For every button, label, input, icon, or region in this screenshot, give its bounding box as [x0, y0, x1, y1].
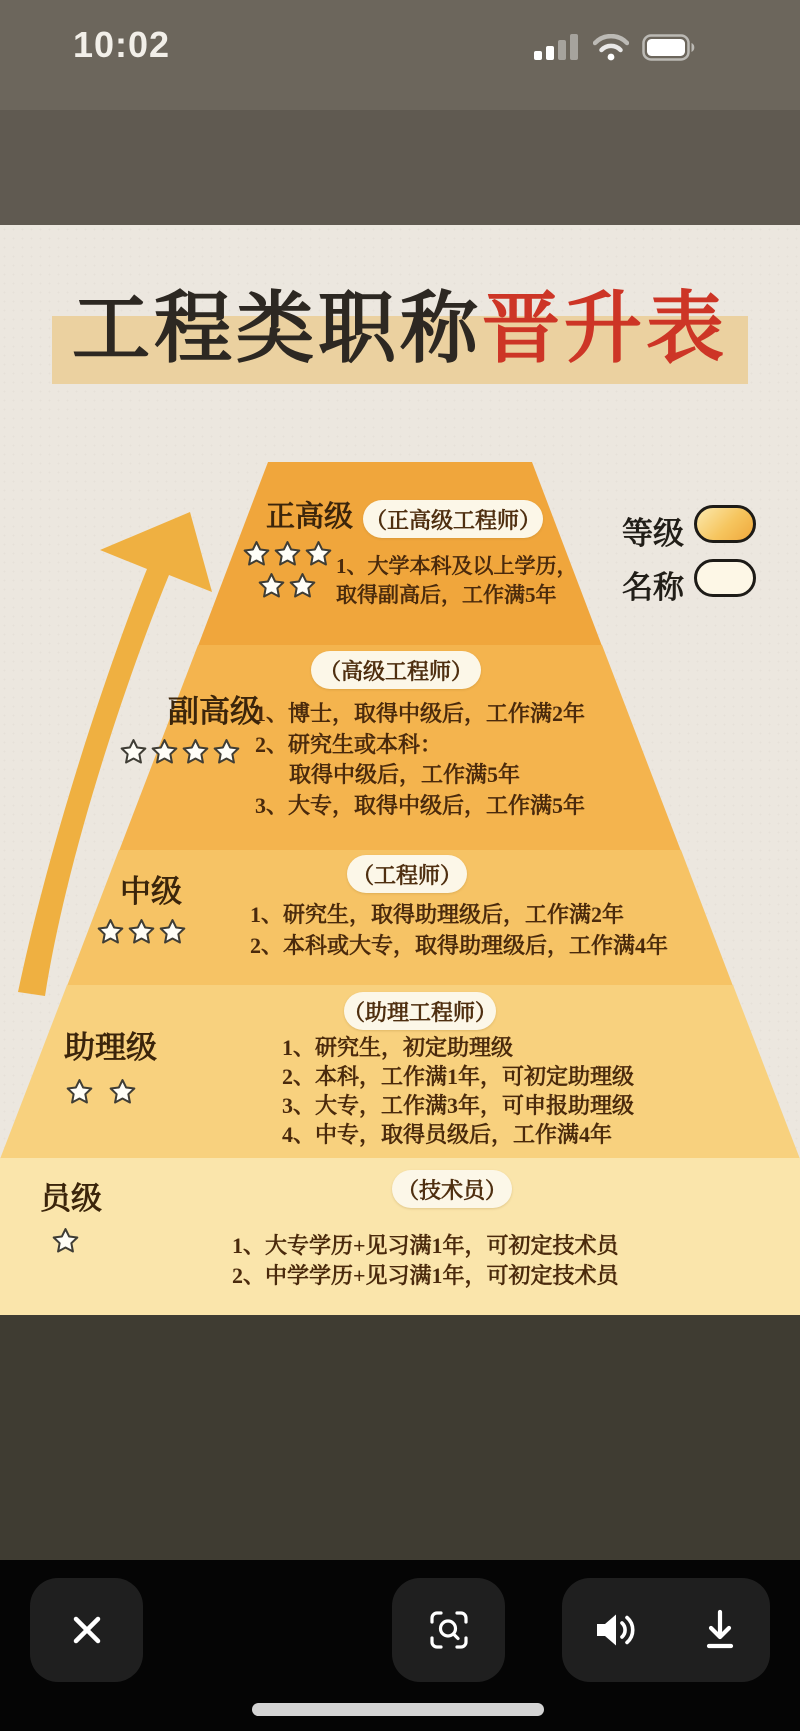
- level-requirement-line: 4、中专，取得员级后，工作满4年: [282, 1122, 613, 1147]
- level-requirements: [232, 1231, 619, 1291]
- star-icon: [128, 918, 155, 945]
- level-requirements: [255, 699, 585, 821]
- level-name: 副高级: [168, 694, 261, 729]
- level-requirement-line: 3、大专，工作满3年，可申报助理级: [282, 1093, 635, 1118]
- poster-title-black: 工程类职称: [71, 285, 482, 372]
- star-icon: [151, 738, 178, 765]
- level-title-pill: （技术员）: [392, 1170, 512, 1208]
- home-indicator[interactable]: [252, 1703, 544, 1716]
- star-icon: [258, 572, 285, 599]
- legend-name-pill: [694, 559, 756, 597]
- close-icon: [64, 1607, 110, 1653]
- level-requirements: [282, 1033, 634, 1149]
- level-requirement-line: 2、本科，工作满1年，可初定助理级: [282, 1064, 635, 1089]
- level-title-pill: （助理工程师）: [344, 992, 496, 1030]
- star-icon: [52, 1227, 79, 1254]
- star-icon: [109, 1078, 136, 1105]
- level-name: 员级: [40, 1181, 102, 1216]
- image-search-button[interactable]: [392, 1578, 505, 1682]
- poster-title: [0, 285, 800, 372]
- level-title-pill: （工程师）: [347, 855, 467, 893]
- star-icon: [120, 738, 147, 765]
- star-icon: [243, 540, 270, 567]
- image-search-icon: [425, 1606, 473, 1654]
- level-name: 中级: [120, 874, 182, 909]
- speaker-icon[interactable]: [591, 1609, 641, 1651]
- level-requirement-line: 3、大专，取得中级后，工作满5年: [255, 792, 586, 818]
- level-name: 正高级: [266, 501, 354, 533]
- level-stars: [120, 738, 240, 765]
- level-name: 助理级: [64, 1030, 157, 1065]
- poster-title-red: 晋升表: [482, 285, 729, 372]
- star-icon: [182, 738, 209, 765]
- level-requirement-line: 取得中级后，工作满5年: [289, 762, 521, 787]
- battery-icon: [642, 34, 696, 61]
- star-icon: [159, 918, 186, 945]
- level-requirement-line: 1、研究生，初定助理级: [282, 1035, 514, 1060]
- legend-grade-label: 等级: [622, 516, 684, 551]
- star-icon: [66, 1078, 93, 1105]
- download-icon[interactable]: [699, 1607, 741, 1653]
- level-requirement-line: 取得副高后，工作满5年: [336, 583, 557, 607]
- status-time: 10:02: [73, 24, 171, 65]
- level-requirement-line: 2、本科或大专，取得助理级后，工作满4年: [250, 933, 669, 958]
- letterbox-top: [0, 110, 800, 225]
- level-title-pill: （高级工程师）: [311, 651, 481, 689]
- star-icon: [213, 738, 240, 765]
- media-actions-group: [562, 1578, 770, 1682]
- level-requirements: [250, 899, 668, 961]
- level-requirement-line: 1、研究生，取得助理级后，工作满2年: [250, 902, 625, 927]
- level-requirement-line: 1、大专学历+见习满1年，可初定技术员: [232, 1233, 619, 1258]
- star-icon: [305, 540, 332, 567]
- level-requirement-line: 2、中学学历+见习满1年，可初定技术员: [232, 1263, 619, 1288]
- level-title-pill: （正高级工程师）: [363, 500, 543, 538]
- star-icon: [97, 918, 124, 945]
- level-stars: [97, 918, 186, 945]
- level-stars: [241, 540, 333, 599]
- level-requirement-line: 1、博士，取得中级后，工作满2年: [255, 701, 586, 726]
- star-icon: [274, 540, 301, 567]
- legend-name-label: 名称: [622, 570, 684, 605]
- status-icons: [534, 33, 696, 61]
- level-stars: [52, 1227, 79, 1254]
- level-requirements: [336, 552, 578, 610]
- level-requirement-line: 2、研究生或本科：: [255, 731, 443, 757]
- close-button[interactable]: [30, 1578, 143, 1682]
- star-icon: [289, 572, 316, 599]
- legend-grade-pill: [694, 505, 756, 543]
- wifi-icon: [593, 34, 629, 61]
- level-stars: [66, 1078, 136, 1105]
- level-requirement-line: 1、大学本科及以上学历，: [336, 554, 578, 578]
- cellular-signal-icon: [534, 33, 580, 61]
